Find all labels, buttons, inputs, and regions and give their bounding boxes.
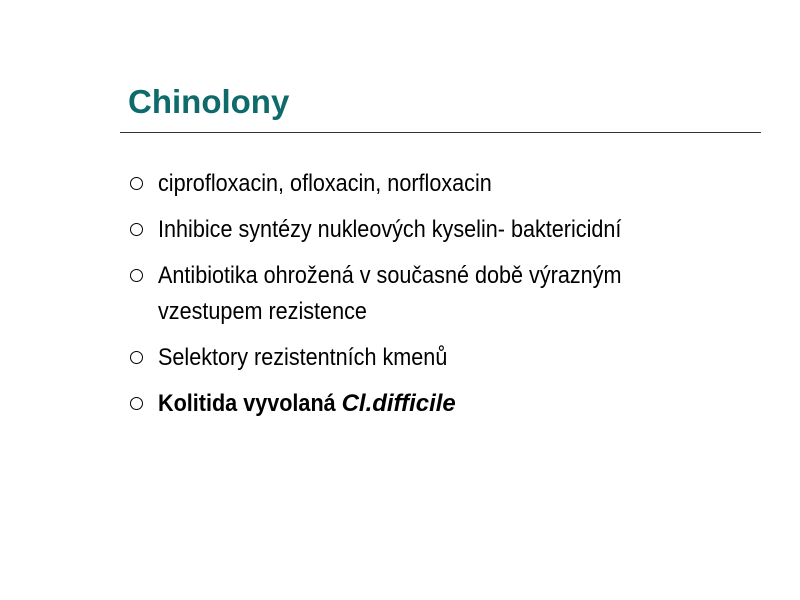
bullet-text-bold: Kolitida vyvolaná — [158, 390, 336, 417]
list-item — [130, 212, 770, 248]
title-divider — [120, 132, 761, 133]
list-item — [130, 166, 770, 202]
bullet-text: Antibiotika ohrožená v současné době výrazným vzestupem rezistence — [158, 262, 622, 325]
slide-title: Chinolony — [128, 83, 290, 120]
hollow-circle-icon — [130, 223, 143, 236]
bullet-text: Selektory rezistentních kmenů — [158, 344, 448, 371]
hollow-circle-icon — [130, 397, 143, 410]
hollow-circle-icon — [130, 177, 143, 190]
list-item — [130, 386, 770, 422]
bullet-text — [158, 386, 770, 422]
hollow-circle-icon — [130, 351, 143, 364]
bullet-list — [130, 166, 770, 432]
bullet-text: ciprofloxacin, ofloxacin, norfloxacin — [158, 170, 492, 197]
bullet-text: Inhibice syntézy nukleových kyselin- baktericidní — [158, 216, 622, 243]
list-item — [130, 340, 770, 376]
organism-name: Cl.difficile — [341, 390, 456, 417]
hollow-circle-icon — [130, 269, 143, 282]
list-item — [130, 258, 770, 330]
